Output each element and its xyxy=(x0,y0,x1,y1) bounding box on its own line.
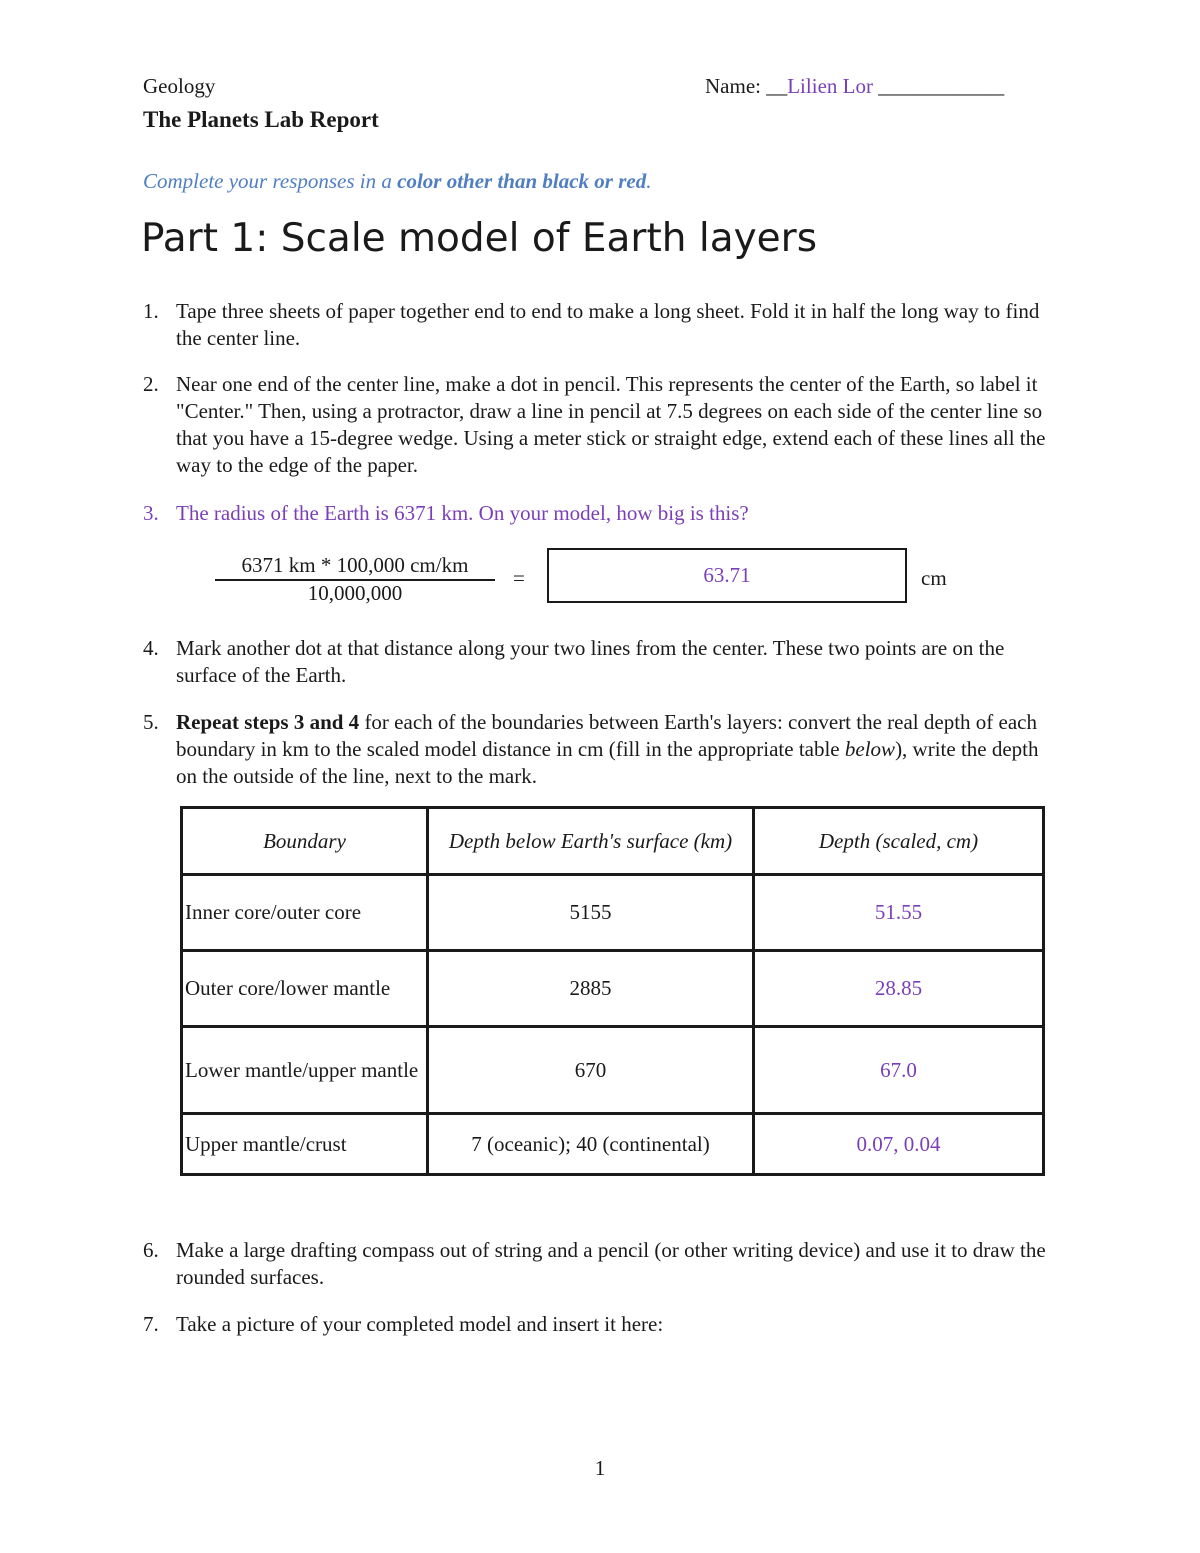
depth-km-cell: 7 (oceanic); 40 (continental) xyxy=(428,1114,754,1175)
step-6 xyxy=(143,1237,1063,1291)
step-text: Near one end of the center line, make a dot in pencil. This represents the center of the Earth, so label it "Center." Then, using a protractor, draw a line in pencil at 7.5 degrees on each side of the center line so that you have a 15-degree wedge. Using a meter stick or straight edge, extend each of these lines all the way to the edge of the paper. xyxy=(176,372,1046,477)
step-number: 2. xyxy=(143,372,159,396)
table-row xyxy=(182,951,1044,1027)
step-text: Make a large drafting compass out of string and a pencil (or other writing device) and use it to draw the rounded surfaces. xyxy=(176,1238,1046,1289)
report-title: The Planets Lab Report xyxy=(143,107,379,132)
scaled-depth-cell[interactable]: 51.55 xyxy=(754,875,1044,951)
scaled-depth-cell[interactable]: 67.0 xyxy=(754,1027,1044,1114)
step-text: Tape three sheets of paper together end to end to make a long sheet. Fold it in half the long way to find the center line. xyxy=(176,299,1040,350)
step-3 xyxy=(143,500,1063,527)
step-number: 6. xyxy=(143,1238,159,1262)
scaled-depth-cell[interactable]: 28.85 xyxy=(754,951,1044,1027)
table-row xyxy=(182,875,1044,951)
header-depth-scaled: Depth (scaled, cm) xyxy=(754,808,1044,875)
step-text: Mark another dot at that distance along your two lines from the center. These two points are on the surface of the Earth. xyxy=(176,636,1005,687)
step-text-a: for each of the boundaries between Earth's layers: convert the real depth of each boundary in km to the scaled model distance in cm (fill in the appropriate table xyxy=(176,710,1038,761)
step-text: The radius of the Earth is 6371 km. On your model, how big is this? xyxy=(176,501,749,525)
step-number: 5. xyxy=(143,710,159,734)
depth-km-cell: 5155 xyxy=(428,875,754,951)
step-1 xyxy=(143,298,1063,352)
instructions-suffix: . xyxy=(646,169,652,193)
step-number: 4. xyxy=(143,636,159,660)
answer-box[interactable] xyxy=(547,548,907,603)
header-depth-km: Depth below Earth's surface (km) xyxy=(428,808,754,875)
step-4 xyxy=(143,635,1063,689)
name-line xyxy=(705,73,1004,100)
depth-km-cell: 670 xyxy=(428,1027,754,1114)
step-number: 1. xyxy=(143,299,159,323)
step-text xyxy=(176,709,1063,790)
boundary-cell: Upper mantle/crust xyxy=(182,1114,428,1175)
table-row xyxy=(182,1114,1044,1175)
depth-km-cell: 2885 xyxy=(428,951,754,1027)
boundary-table xyxy=(180,806,1045,1176)
answer-value: 63.71 xyxy=(703,563,751,587)
name-underline: ____________ xyxy=(872,74,1005,98)
step-5 xyxy=(143,709,1063,790)
step-bold: Repeat steps 3 and 4 xyxy=(176,710,360,734)
step-number: 7. xyxy=(143,1312,159,1336)
table-header-row xyxy=(182,808,1044,875)
step-number: 3. xyxy=(143,501,159,525)
equation-denominator: 10,000,000 xyxy=(307,581,403,605)
equals-sign: = xyxy=(513,566,525,590)
instructions-bold: color other than black or red xyxy=(397,169,647,193)
instructions-prefix: Complete your responses in a xyxy=(143,169,398,193)
step-italic: below xyxy=(844,737,896,761)
boundary-cell: Inner core/outer core xyxy=(182,875,428,951)
boundary-cell: Outer core/lower mantle xyxy=(182,951,428,1027)
scaled-depth-cell[interactable]: 0.07, 0.04 xyxy=(754,1114,1044,1175)
step-7 xyxy=(143,1311,1063,1338)
step-2 xyxy=(143,371,1063,479)
page-number: 1 xyxy=(594,1456,606,1480)
subject-label: Geology xyxy=(143,74,216,98)
step-text-b: ), write the depth on the outside of the line, next to the mark. xyxy=(176,737,1039,788)
equation-numerator: 6371 km * 100,000 cm/km xyxy=(215,552,495,581)
table-row xyxy=(182,1027,1044,1114)
name-value: Lilien Lor xyxy=(787,74,873,98)
part-heading: Part 1: Scale model of Earth layers xyxy=(141,216,818,261)
step-text: Take a picture of your completed model and insert it here: xyxy=(176,1312,664,1336)
header-boundary: Boundary xyxy=(182,808,428,875)
name-label: Name: __ xyxy=(705,74,788,98)
boundary-cell: Lower mantle/upper mantle xyxy=(182,1027,428,1114)
instructions xyxy=(143,168,651,195)
answer-unit: cm xyxy=(921,566,947,590)
